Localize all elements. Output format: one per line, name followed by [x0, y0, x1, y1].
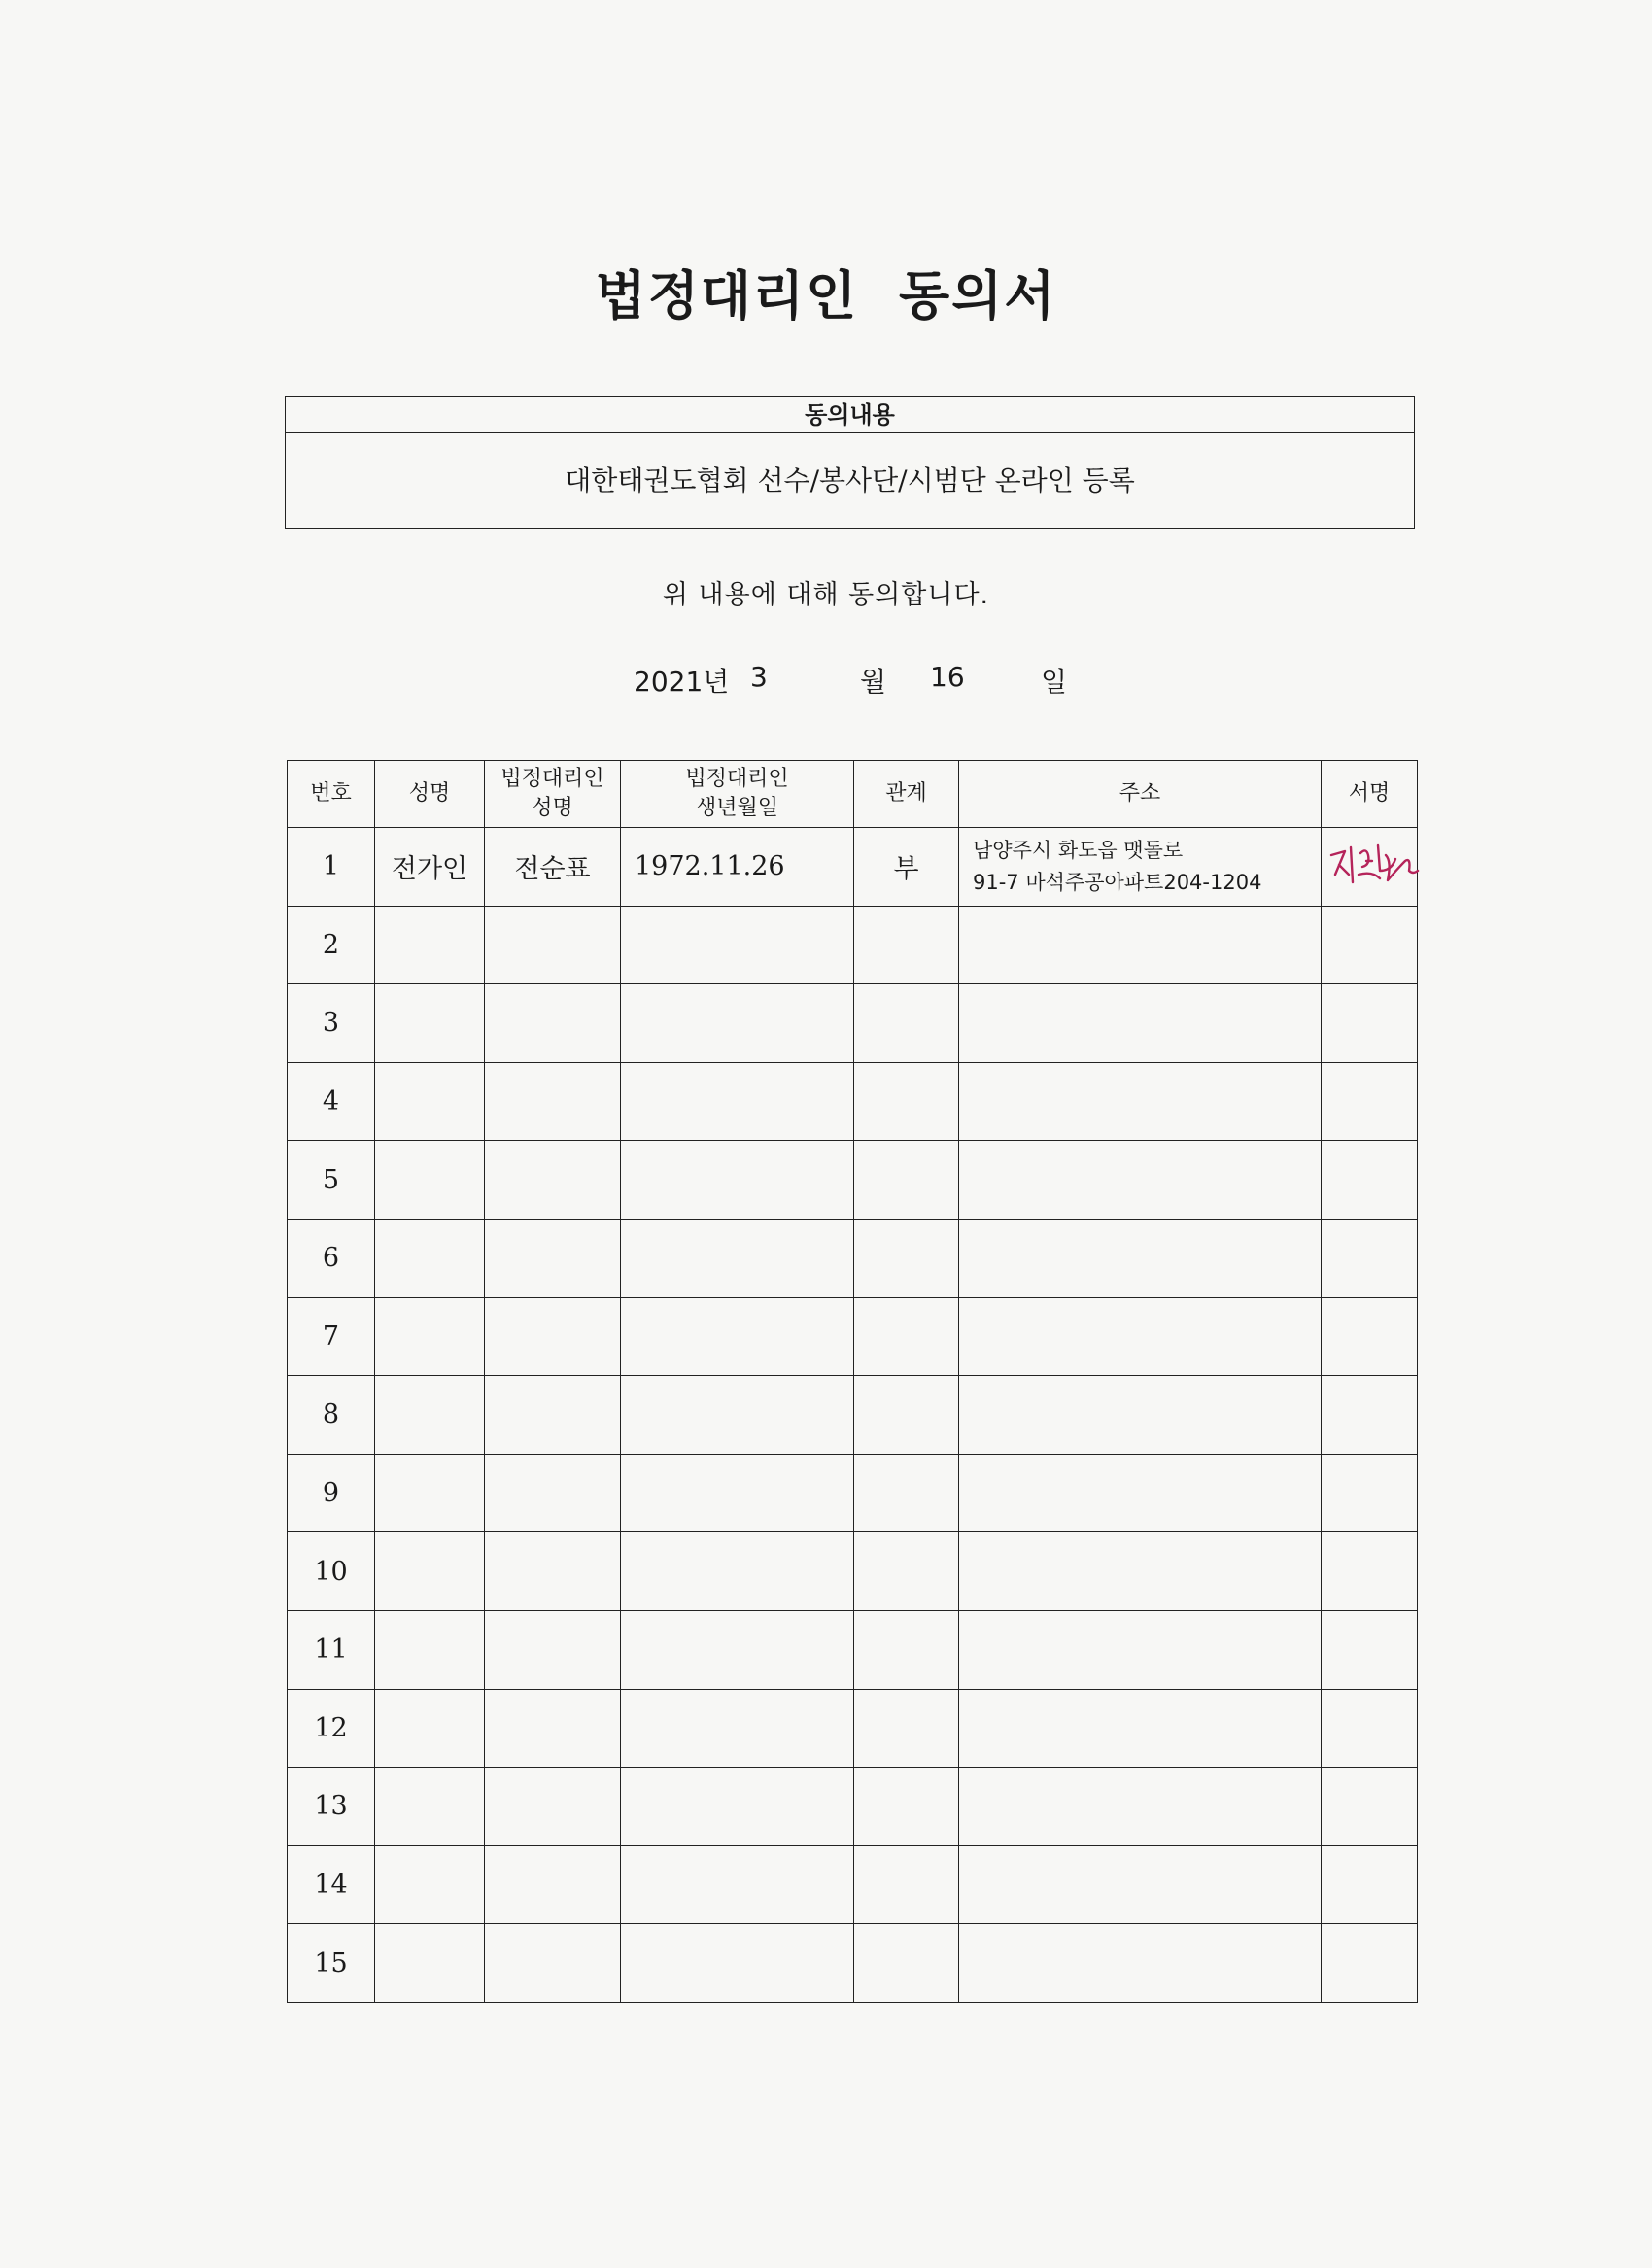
date-month: 3: [750, 661, 768, 693]
table-row: [288, 1610, 1418, 1689]
student-name: 전가인: [375, 828, 485, 907]
row-number: 12: [288, 1689, 375, 1768]
address: [959, 1768, 1322, 1846]
row-number: 5: [288, 1141, 375, 1220]
row-number: 3: [288, 984, 375, 1063]
table-row: [288, 1062, 1418, 1141]
signature-cell: [1322, 1768, 1418, 1846]
row-number: 4: [288, 1062, 375, 1141]
date-year: 2021년: [634, 666, 730, 698]
guardian-birth: [621, 984, 854, 1063]
guardian-name: [485, 984, 621, 1063]
student-name: [375, 1219, 485, 1297]
row-number: 1: [288, 828, 375, 907]
guardian-name: [485, 1141, 621, 1220]
guardian-birth: [621, 1297, 854, 1376]
guardian-name: [485, 1845, 621, 1924]
date-month-unit: 월: [860, 666, 887, 698]
agree-statement: 위 내용에 대해 동의합니다.: [662, 580, 990, 610]
relation: [854, 1141, 959, 1220]
signature-cell: [1322, 1689, 1418, 1768]
table-row: [288, 1219, 1418, 1297]
table-row: [288, 1845, 1418, 1924]
guardian-birth: [621, 1376, 854, 1455]
consent-body: 대한태권도협회 선수/봉사단/시범단 온라인 등록: [565, 464, 1135, 497]
guardian-name: [485, 906, 621, 984]
header-number: 번호: [288, 761, 375, 828]
student-name: [375, 1062, 485, 1141]
signature-cell: [1322, 906, 1418, 984]
student-name: [375, 1532, 485, 1611]
header-name: 성명: [375, 761, 485, 828]
relation: [854, 1454, 959, 1532]
address: [959, 984, 1322, 1063]
signature-cell: [1322, 1219, 1418, 1297]
student-name: [375, 1454, 485, 1532]
table-row: [288, 1689, 1418, 1768]
table-row: [288, 1924, 1418, 2003]
table-header-row: [288, 761, 1418, 828]
guardian-birth: [621, 1219, 854, 1297]
student-name: [375, 1845, 485, 1924]
header-guardian-name: 법정대리인 성명: [485, 761, 621, 828]
guardian-birth: [621, 1532, 854, 1611]
relation: [854, 1376, 959, 1455]
date-day-unit: 일: [1041, 666, 1068, 698]
guardian-name: [485, 1297, 621, 1376]
relation: [854, 1219, 959, 1297]
address: [959, 1845, 1322, 1924]
guardian-birth: [621, 1610, 854, 1689]
signature-cell: [1322, 1924, 1418, 2003]
table-row: [288, 1376, 1418, 1455]
signature-cell: [1322, 1454, 1418, 1532]
signature-cell: [1322, 1610, 1418, 1689]
page-title: 법정대리인 동의서: [595, 265, 1057, 326]
relation: [854, 906, 959, 984]
guardian-birth: [621, 1454, 854, 1532]
address: [959, 1924, 1322, 2003]
signature-cell: [1322, 828, 1418, 907]
guardian-name: [485, 1219, 621, 1297]
signature-cell: [1322, 1532, 1418, 1611]
consent-header: 동의내용: [286, 397, 1414, 433]
relation: [854, 1297, 959, 1376]
guardian-birth: [621, 1845, 854, 1924]
address: [959, 1689, 1322, 1768]
address: [959, 1610, 1322, 1689]
header-guardian-birth: 법정대리인 생년월일: [621, 761, 854, 828]
table-row: [288, 1297, 1418, 1376]
row-number: 8: [288, 1376, 375, 1455]
signature-cell: [1322, 1141, 1418, 1220]
student-name: [375, 1689, 485, 1768]
relation: [854, 1924, 959, 2003]
signature-cell: [1322, 1297, 1418, 1376]
guardian-name: [485, 1924, 621, 2003]
header-address: 주소: [959, 761, 1322, 828]
table-row: [288, 1454, 1418, 1532]
guardian-birth: [621, 906, 854, 984]
guardian-name: [485, 1689, 621, 1768]
table-row: [288, 984, 1418, 1063]
student-name: [375, 984, 485, 1063]
address: [959, 1219, 1322, 1297]
address: [959, 1454, 1322, 1532]
guardian-birth: [621, 1924, 854, 2003]
relation: [854, 1768, 959, 1846]
relation: [854, 1062, 959, 1141]
row-number: 6: [288, 1219, 375, 1297]
row-number: 14: [288, 1845, 375, 1924]
handwritten-signature: [1324, 832, 1421, 900]
relation: 부: [854, 828, 959, 907]
guardian-name: [485, 1062, 621, 1141]
relation: [854, 1845, 959, 1924]
row-number: 11: [288, 1610, 375, 1689]
table-row: [288, 1141, 1418, 1220]
student-name: [375, 1141, 485, 1220]
relation: [854, 1610, 959, 1689]
guardian-birth: [621, 1141, 854, 1220]
guardian-name: [485, 1768, 621, 1846]
header-signature: 서명: [1322, 761, 1418, 828]
table-row: [288, 906, 1418, 984]
address: [959, 1062, 1322, 1141]
address: [959, 1532, 1322, 1611]
guardian-birth: [621, 1689, 854, 1768]
table-row: [288, 1768, 1418, 1846]
row-number: 2: [288, 906, 375, 984]
guardian-name: [485, 1532, 621, 1611]
row-number: 9: [288, 1454, 375, 1532]
date-day: 16: [930, 661, 965, 693]
student-name: [375, 1768, 485, 1846]
address: [959, 1141, 1322, 1220]
guardian-birth: [621, 1768, 854, 1846]
student-name: [375, 1924, 485, 2003]
consent-box: [285, 396, 1415, 529]
guardian-registry-table: [287, 760, 1418, 2003]
student-name: [375, 1297, 485, 1376]
relation: [854, 1689, 959, 1768]
relation: [854, 984, 959, 1063]
guardian-name: 전순표: [485, 828, 621, 907]
signature-cell: [1322, 1376, 1418, 1455]
table-row: [288, 828, 1418, 907]
student-name: [375, 1376, 485, 1455]
address: [959, 1376, 1322, 1455]
address: [959, 1297, 1322, 1376]
guardian-name: [485, 1376, 621, 1455]
row-number: 15: [288, 1924, 375, 2003]
student-name: [375, 1610, 485, 1689]
signature-cell: [1322, 1062, 1418, 1141]
guardian-birth: [621, 1062, 854, 1141]
table-row: [288, 1532, 1418, 1611]
signature-cell: [1322, 1845, 1418, 1924]
guardian-name: [485, 1610, 621, 1689]
row-number: 7: [288, 1297, 375, 1376]
relation: [854, 1532, 959, 1611]
signature-cell: [1322, 984, 1418, 1063]
address: 남양주시 화도읍 맷돌로 91-7 마석주공아파트204-1204: [959, 828, 1322, 907]
row-number: 13: [288, 1768, 375, 1846]
student-name: [375, 906, 485, 984]
header-relation: 관계: [854, 761, 959, 828]
address: [959, 906, 1322, 984]
guardian-name: [485, 1454, 621, 1532]
row-number: 10: [288, 1532, 375, 1611]
guardian-birth: 1972.11.26: [621, 828, 854, 907]
